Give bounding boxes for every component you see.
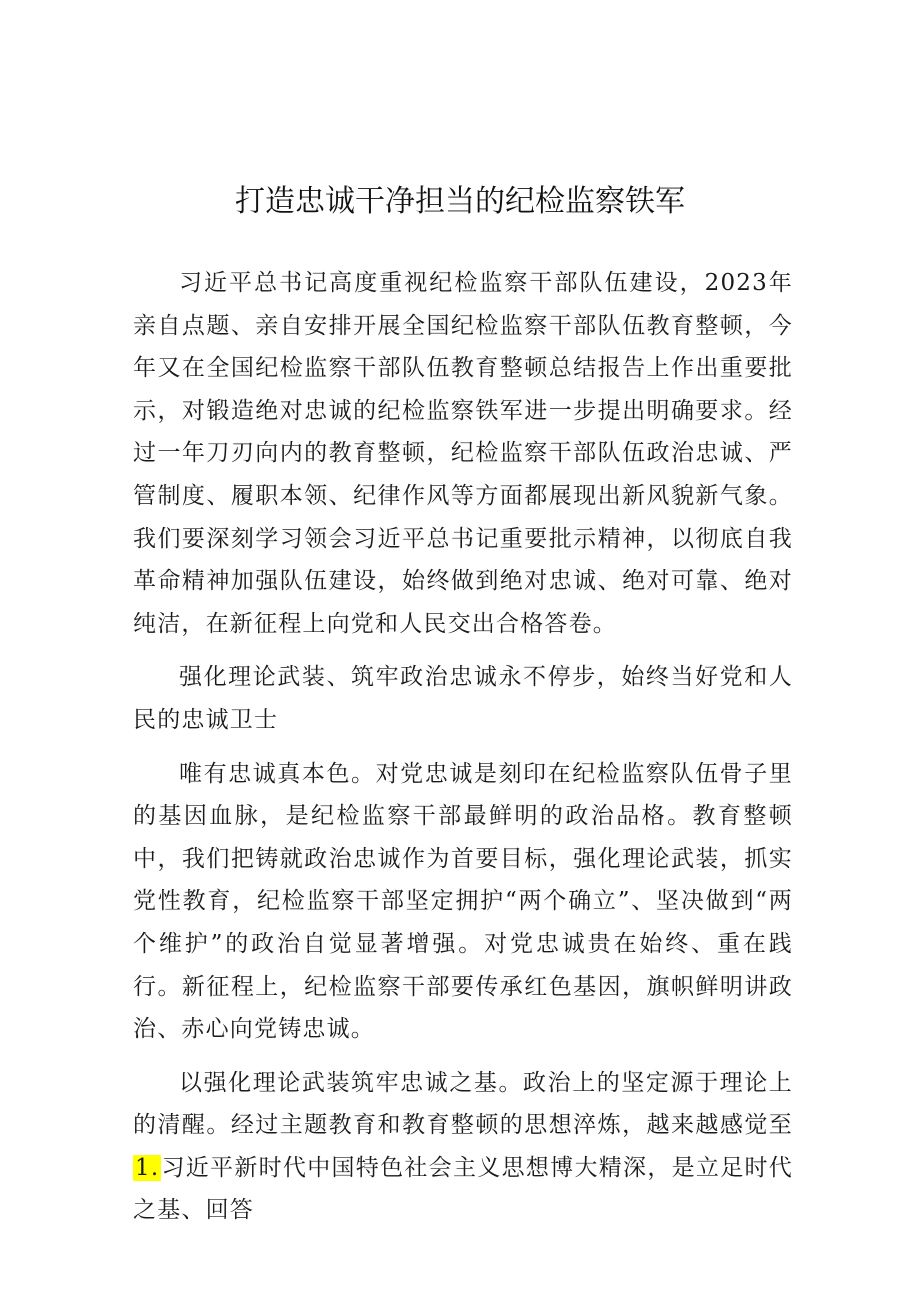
paragraph-intro: 习近平总书记高度重视纪检监察干部队伍建设，2023年亲自点题、亲自安排开展全国纪检监察干部队伍教育整顿，今年又在全国纪检监察干部队伍教育整顿总结报告上作出重要批示，对锻造绝对忠诚的纪检监察铁军进一步提出明确要求。经过一年刀刃向内的教育整顿，纪检监察干部队伍政治忠诚、严管制度、履职本领、纪律作风等方面都展现出新风貌新气象。我们要深刻学习领会习近平总书记重要批示精神，以彻底自我革命精神加强队伍建设，始终做到绝对忠诚、绝对可靠、绝对纯洁，在新征程上向党和人民交出合格答卷。 [133, 270, 793, 637]
paragraph-theory-part2: 习近平新时代中国特色社会主义思想博大精深，是立足时代之基、回答 [133, 1154, 793, 1224]
paragraph-theory-part1: 以强化理论武装筑牢忠诚之基。政治上的坚定源于理论上的清醒。经过主题教育和教育整顿的思想淬炼，越来越感觉至 [133, 1069, 793, 1139]
paragraph-loyalty: 唯有忠诚真本色。对党忠诚是刻印在纪检监察队伍骨子里的基因血脉，是纪检监察干部最鲜明的政治品格。教育整顿中，我们把铸就政治忠诚作为首要目标，强化理论武装，抓实党性教育，纪检监察干部坚定拥护“两个确立”、坚决做到“两个维护”的政治自觉显著增强。对党忠诚贵在始终、重在践行。新征程上，纪检监察干部要传承红色基因，旗帜鲜明讲政治、赤心向党铸忠诚。 [133, 760, 793, 1043]
document-title: 打造忠诚干净担当的纪检监察铁军 [235, 184, 685, 219]
highlight-marker: 1. [135, 1154, 160, 1181]
paragraph-theory [133, 1062, 793, 1232]
document-body [133, 262, 793, 1232]
section-heading: 强化理论武装、筑牢政治忠诚永不停步，始终当好党和人民的忠诚卫士 [133, 664, 793, 733]
